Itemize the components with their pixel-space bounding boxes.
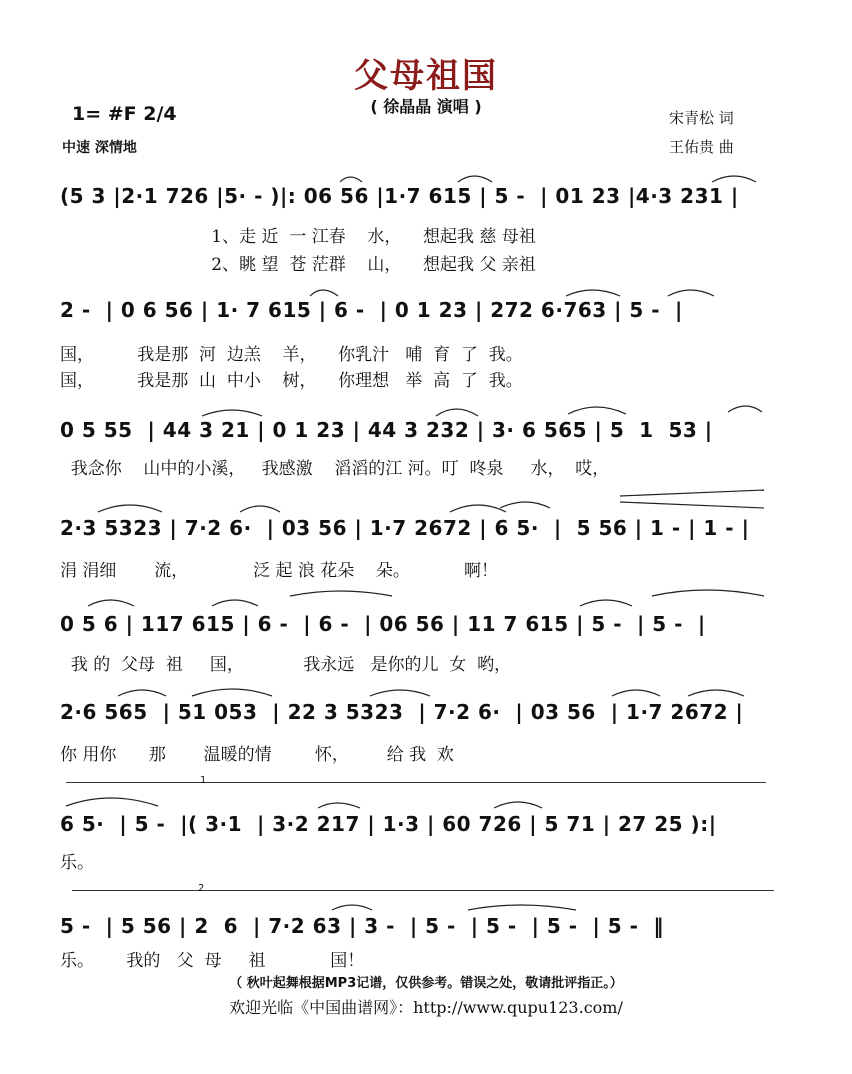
slur [310, 290, 338, 296]
slur [202, 410, 262, 416]
slur [688, 690, 744, 696]
slur [192, 689, 272, 696]
slur [240, 506, 280, 512]
slur [332, 905, 372, 910]
slur [652, 590, 764, 596]
lyric-line-3: 我念你 山中的小溪， 我感激 滔滔的江 河。叮 咚泉 水， 哎， [60, 459, 610, 479]
slur [612, 690, 660, 696]
lyric-line-1b: 2、眺 望 苍 茫群 山， 想起我 父 亲祖 [60, 255, 536, 275]
volta-number-1: 1 [200, 775, 207, 786]
slur [620, 502, 764, 508]
score-notes-line-5: 0 5 6 | 117 615 | 6 - | 6 - | 06 56 | 11 7 615 | 5 - | 5 - | [60, 612, 706, 636]
singer-credit: ( 徐晶晶 演唱 ) [370, 97, 482, 116]
slur [580, 600, 632, 606]
slur [494, 802, 542, 808]
slur [436, 409, 478, 416]
slur [566, 290, 620, 296]
slur [370, 690, 430, 696]
slur [118, 690, 166, 696]
slur [568, 407, 626, 414]
slur [500, 502, 550, 508]
slur [88, 600, 134, 606]
lyric-line-1a: 1、走 近 一 江春 水， 想起我 慈 母祖 [60, 227, 536, 247]
slur [620, 490, 764, 496]
slur [98, 505, 162, 512]
volta-number-2: 2 [198, 883, 205, 894]
lyric-line-5: 我 的 父母 祖 国， 我永远 是你的儿 女 哟， [60, 655, 512, 675]
score-notes-line-6: 2·6 565 | 51 053 | 22 3 5323 | 7·2 6· | 03 56 | 1·7 2672 | [60, 700, 744, 724]
slur [712, 176, 756, 182]
slur [290, 591, 392, 596]
site-footer: 欢迎光临《中国曲谱网》：http://www.qupu123.com/ [229, 998, 623, 1017]
lyric-line-2a: 国， 我是那 河 边羔 羊， 你乳汁 哺 育 了 我。 [60, 345, 523, 365]
slur [468, 905, 576, 910]
page-title: 父母祖国 [354, 56, 498, 96]
lyric-line-6: 你 用你 那 温暖的情 怀， 给 我 欢 [60, 745, 454, 765]
tempo-marking: 中速 深情地 [62, 140, 137, 156]
slur [66, 798, 158, 806]
slur [458, 176, 492, 182]
slur [212, 600, 258, 606]
score-notes-line-3: 0 5 55 | 44 3 21 | 0 1 23 | 44 3 232 | 3· 6 565 | 5 1 53 | [60, 418, 713, 442]
transcription-note: （ 秋叶起舞根据MP3记谱，仅供参考。错误之处，敬请批评指正。） [229, 976, 623, 991]
lyric-line-7: 乐。 [60, 853, 94, 873]
lyricist-credit: 宋青松 词 [669, 109, 734, 127]
lyric-line-8: 乐。 我的 父 母 祖 国！ [60, 951, 365, 971]
slur [340, 177, 362, 182]
score-notes-line-2: 2 - | 0 6 56 | 1· 7 615 | 6 - | 0 1 23 | 272 6·763 | 5 - | [60, 298, 683, 322]
score-notes-line-1: (5 3 |2·1 726 |5· - )|: 06 56 |1·7 615 | 5 - | 01 23 |4·3 231 | [60, 184, 739, 208]
composer-credit: 王佑贵 曲 [669, 138, 734, 156]
key-signature: 1= #F 2/4 [72, 103, 177, 125]
score-notes-line-8: 5 - | 5 56 | 2 6 | 7·2 63 | 3 - | 5 - | 5 - | 5 - | 5 - ‖ [60, 914, 664, 938]
slur [668, 290, 714, 296]
slur [728, 406, 762, 412]
lyric-line-2b: 国， 我是那 山 中小 树， 你理想 举 高 了 我。 [60, 371, 523, 391]
score-notes-line-7: 6 5· | 5 - |( 3·1 | 3·2 217 | 1·3 | 60 726 | 5 71 | 27 25 ):| [60, 812, 717, 836]
score-notes-line-4: 2·3 5323 | 7·2 6· | 03 56 | 1·7 2672 | 6 5· | 5 56 | 1 - | 1 - | [60, 516, 750, 540]
slur [318, 803, 360, 808]
slur [450, 505, 506, 512]
lyric-line-4: 涓 涓细 流， 泛 起 浪 花朵 朵。 啊！ [60, 561, 498, 581]
